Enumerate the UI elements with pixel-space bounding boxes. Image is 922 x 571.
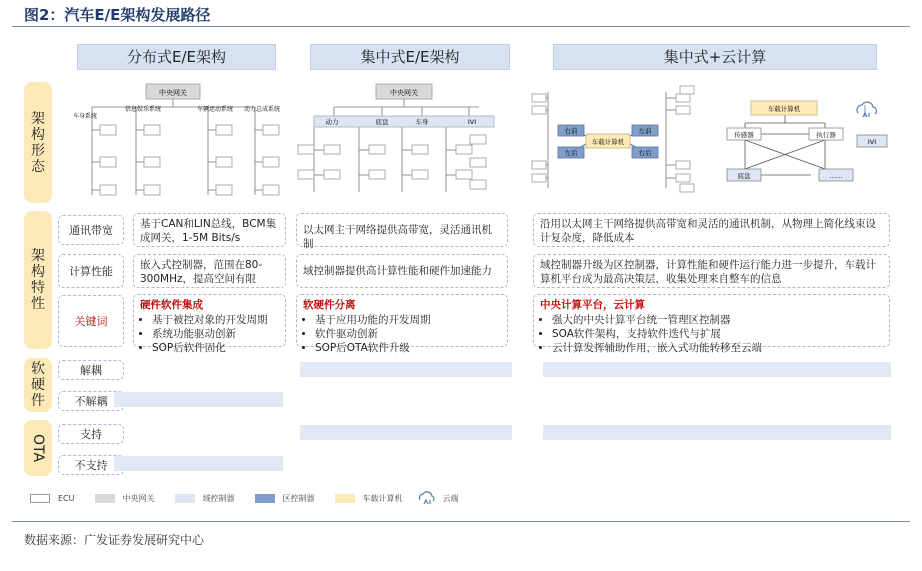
legend-swatch-gateway <box>95 494 115 503</box>
diagram-cloud-zones <box>528 80 708 205</box>
zone-label: 右后 <box>638 149 652 157</box>
branch-label: 车辆运动系统 <box>197 106 234 113</box>
compute-distributed: 嵌入式控制器，范围在80-300MHz，提高空间有限 <box>133 254 286 288</box>
keywords-centralized-item: • 基于应用功能的开发周期 <box>315 313 501 327</box>
sub-label-bandwidth: 通讯带宽 <box>58 215 124 245</box>
legend-swatch-zone <box>255 494 275 503</box>
legend-swatch-vehicle-computer <box>335 494 355 503</box>
keywords-distributed-item: • 系统功能驱动创新 <box>152 327 279 341</box>
row-label-ota-text: OTA <box>30 433 46 463</box>
central-gateway-label: 中央网关 <box>159 89 187 97</box>
legend <box>30 491 459 505</box>
legend-label: 车载计算机 <box>362 493 403 503</box>
keywords-distributed-item: • 基于被控对象的开发周期 <box>152 313 279 327</box>
sub-label-decoupled: 解耦 <box>58 360 124 380</box>
legend-swatch-domain <box>175 494 195 503</box>
keywords-centralized <box>296 294 508 354</box>
legend-label: 中央网关 <box>122 493 155 503</box>
vehicle-computer-label: 车载计算机 <box>591 138 625 146</box>
branch-label: 信息娱乐系统 <box>125 106 162 113</box>
column-header-centralized: 集中式E/E架构 <box>310 44 510 70</box>
branch-label: 动力总成系统 <box>244 106 281 113</box>
zone-label: 左前 <box>638 127 652 135</box>
column-header-cloud: 集中式+云计算 <box>553 44 877 70</box>
column-header-distributed: 分布式E/E架构 <box>77 44 276 70</box>
diagram-centralized <box>294 80 514 205</box>
keywords-distributed <box>133 294 286 354</box>
source-rule <box>12 521 910 522</box>
compute-cloud: 域控制器升级为区控制器，计算性能和硬件运行能力进一步提升，车载计算机平台成为最高决策层，收集处理来自整车的信息 <box>533 254 890 288</box>
legend-label: ECU <box>58 493 75 503</box>
cloud-icon <box>417 491 435 505</box>
sub-label-not-decoupled: 不解耦 <box>58 391 124 411</box>
keywords-centralized-item: • 软件驱动创新 <box>315 327 501 341</box>
row-label-characteristics <box>24 211 52 349</box>
legend-swatch-ecu <box>30 494 50 503</box>
bandwidth-centralized: 以太网主干网络提供高带宽，灵活通讯机制 <box>296 213 508 247</box>
sub-label-ota-supported: 支持 <box>58 424 124 444</box>
actuator-label: 执行器 <box>816 131 836 139</box>
figure-title: 图2：汽车E/E架构发展路径 <box>24 6 211 24</box>
sub-label-ota-unsupported: 不支持 <box>58 455 124 475</box>
zone-label: 右前 <box>564 127 578 135</box>
row-label-ota <box>24 420 52 476</box>
zone-label: 左后 <box>564 149 578 157</box>
domain-label: 动力 <box>325 118 339 126</box>
band-ota-supported-centralized <box>300 425 512 440</box>
bandwidth-distributed: 基于CAN和LIN总线，BCM集成网关，1-5M Bits/s <box>133 213 286 247</box>
title-rule <box>12 26 910 27</box>
legend-label: 云端 <box>442 493 459 503</box>
band-decoupled-centralized <box>300 362 512 377</box>
keywords-cloud-item: • 云计算发挥辅助作用，嵌入式功能转移至云端 <box>552 341 883 355</box>
keywords-cloud <box>533 294 890 354</box>
keywords-cloud-item: • SOA软件架构，支持软件迭代与扩展 <box>552 327 883 341</box>
compute-centralized: 域控制器提供高计算性能和硬件加速能力 <box>296 254 508 288</box>
row-label-software-hardware <box>24 358 52 412</box>
keywords-centralized-item: • SOP后OTA软件升级 <box>315 341 501 355</box>
band-ota-supported-cloud <box>543 425 891 440</box>
row-label-architecture-text: 架构形态 <box>31 110 45 175</box>
legend-label: 域控制器 <box>202 493 235 503</box>
keywords-distributed-list <box>140 313 279 355</box>
row-label-software-hardware-text: 软硬件 <box>31 361 45 409</box>
sub-label-compute: 计算性能 <box>58 254 124 288</box>
diagram-distributed <box>70 80 290 205</box>
band-not-decoupled-distributed <box>114 392 283 407</box>
domain-label: 底盘 <box>375 118 389 126</box>
branch-label: 车身系统 <box>73 113 98 120</box>
domain-label: IVI <box>467 118 477 126</box>
keywords-cloud-heading: 中央计算平台，云计算 <box>540 299 645 311</box>
keywords-centralized-heading: 软硬件分离 <box>303 299 356 311</box>
row-label-characteristics-text: 架构特性 <box>31 248 45 312</box>
keywords-distributed-item: • SOP后软件固化 <box>152 341 279 355</box>
keywords-cloud-list <box>540 313 883 355</box>
diagram-cloud-network <box>715 95 895 195</box>
ivi-label: IVI <box>867 138 877 146</box>
ellipsis-label: …… <box>829 172 843 180</box>
domain-label: 车身 <box>415 118 429 126</box>
legend-label: 区控制器 <box>282 493 315 503</box>
sub-label-keywords: 关键词 <box>58 295 124 347</box>
chassis-label: 底盘 <box>737 172 751 180</box>
bandwidth-cloud: 沿用以太网主干网络提供高带宽和灵活的通讯机制，从物理上简化线束设计复杂度，降低成本 <box>533 213 890 247</box>
cloud-icon <box>857 102 876 117</box>
band-decoupled-cloud <box>543 362 891 377</box>
keywords-centralized-list <box>303 313 501 355</box>
central-gateway-label: 中央网关 <box>390 89 418 97</box>
row-label-architecture <box>24 82 52 203</box>
sensor-label: 传感器 <box>734 131 754 139</box>
figure-source: 数据来源：广发证券发展研究中心 <box>24 533 205 547</box>
vehicle-computer-label: 车载计算机 <box>767 105 801 113</box>
band-ota-unsupported-distributed <box>114 456 283 471</box>
keywords-distributed-heading: 硬件软件集成 <box>140 299 203 311</box>
keywords-cloud-item: • 强大的中央计算平台统一管理区控制器 <box>552 313 883 327</box>
